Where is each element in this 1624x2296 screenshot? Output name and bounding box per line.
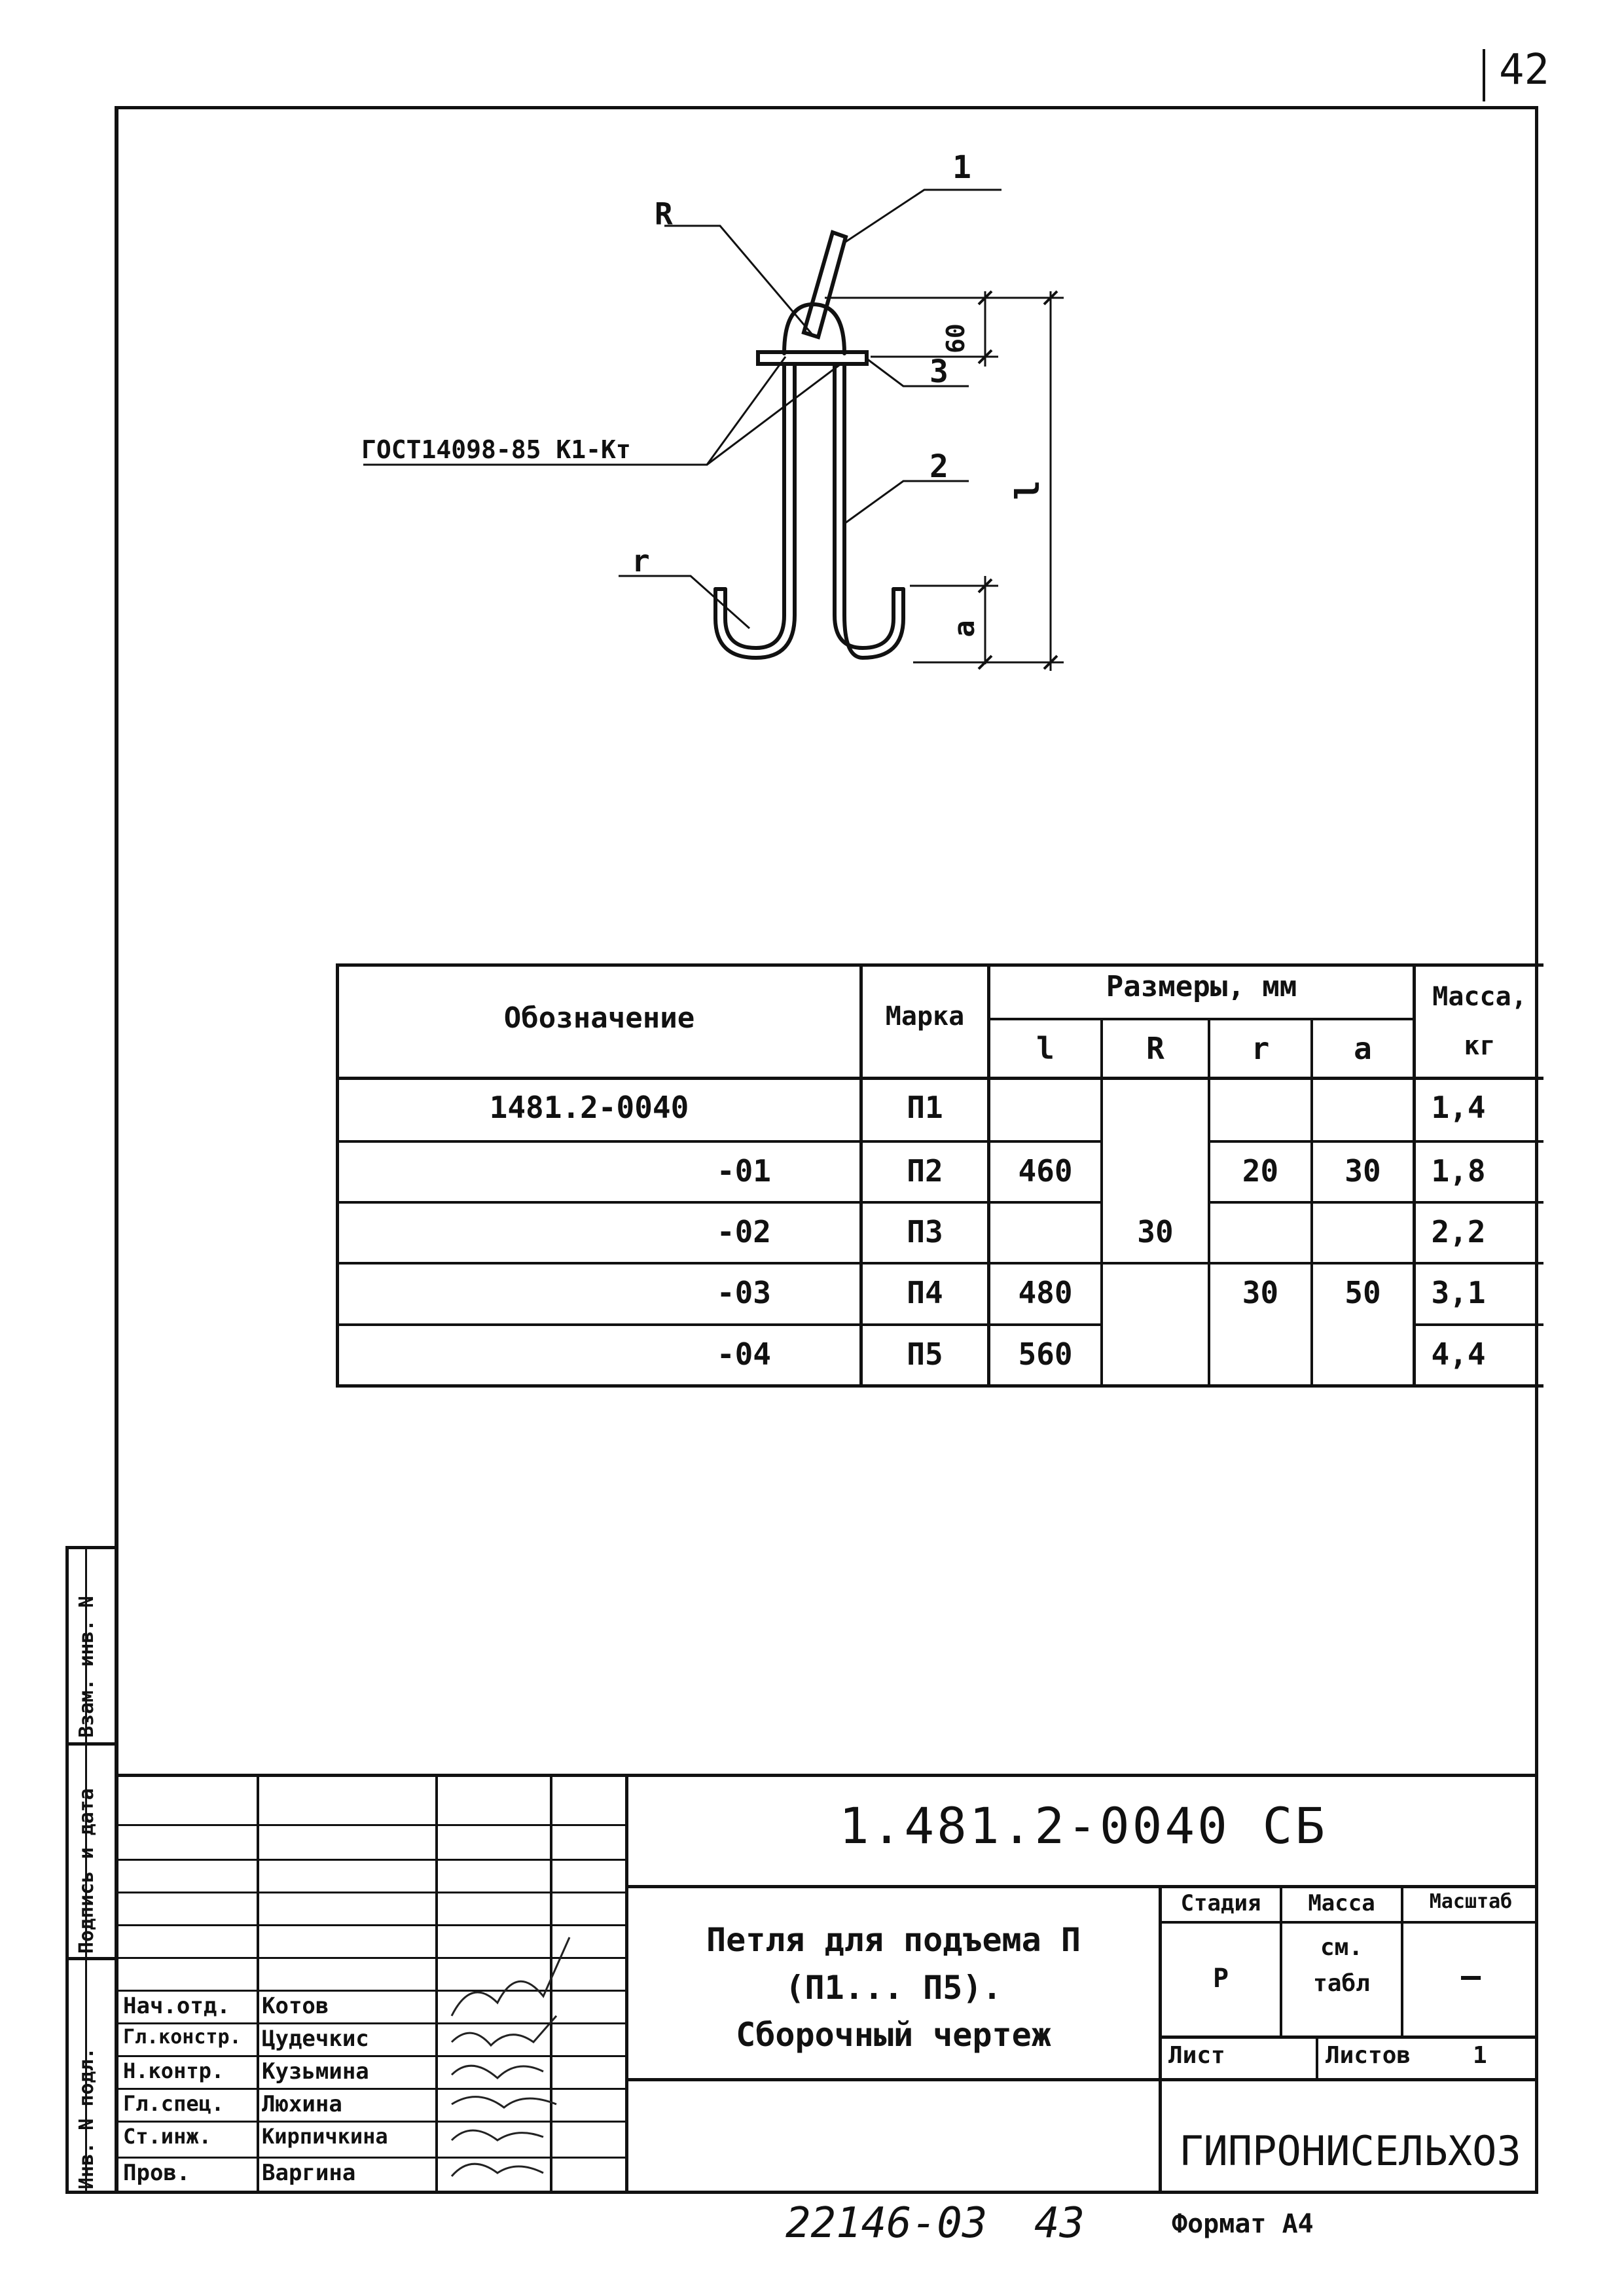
stadia-label: Стадия bbox=[1180, 1890, 1261, 1916]
sig-role-1: Нач.отд. bbox=[123, 1993, 230, 2019]
stamp-inv-podl: Инв. N подл. bbox=[75, 2047, 98, 2189]
format-label: Формат А4 bbox=[1172, 2209, 1314, 2239]
header-designation: Обозначение bbox=[503, 1001, 695, 1035]
dim-60: 60 bbox=[941, 323, 970, 353]
stamp-podpis-data: Подпись и дата bbox=[75, 1788, 98, 1954]
header-mass-unit: кг bbox=[1464, 1031, 1496, 1061]
row-4-mark: П4 bbox=[907, 1275, 943, 1310]
cell-l-480: 480 bbox=[1018, 1275, 1073, 1310]
row-3-mark: П3 bbox=[907, 1214, 943, 1249]
row-1-mark: П1 bbox=[907, 1090, 943, 1125]
cell-l-560: 560 bbox=[1018, 1336, 1073, 1372]
row-2-mark: П2 bbox=[907, 1153, 943, 1189]
header-dimensions: Размеры, мм bbox=[1106, 970, 1297, 1003]
row-2-mass: 1,8 bbox=[1431, 1153, 1486, 1189]
cell-a-30: 30 bbox=[1344, 1153, 1381, 1189]
label-r: r bbox=[632, 543, 650, 579]
row-3-mass: 2,2 bbox=[1431, 1214, 1486, 1249]
sig-role-5: Ст.инж. bbox=[123, 2124, 211, 2149]
header-a: a bbox=[1354, 1031, 1372, 1066]
organization: ГИПРОНИСЕЛЬХОЗ bbox=[1179, 2127, 1521, 2175]
sig-name-3: Кузьмина bbox=[262, 2058, 369, 2085]
row-5-mark: П5 bbox=[907, 1336, 943, 1372]
callout-2: 2 bbox=[929, 448, 948, 485]
sig-name-1: Котов bbox=[262, 1993, 329, 2019]
page-number: 42 bbox=[1499, 46, 1550, 94]
cell-a-50: 50 bbox=[1344, 1275, 1381, 1310]
handwritten-number: 22146-03 bbox=[785, 2199, 988, 2248]
row-1-mass: 1,4 bbox=[1431, 1090, 1486, 1125]
cell-R-30: 30 bbox=[1137, 1214, 1174, 1249]
dim-a: a bbox=[947, 620, 981, 637]
doc-code: 1.481.2-0040 СБ bbox=[839, 1797, 1328, 1855]
sig-name-5: Кирпичкина bbox=[262, 2124, 388, 2149]
masshtab-value: — bbox=[1460, 1957, 1481, 1995]
row-1-designation: 1481.2-0040 bbox=[489, 1090, 689, 1125]
title-line-3: Сборочный чертеж bbox=[736, 2016, 1051, 2054]
sig-name-2: Цудечкис bbox=[262, 2026, 369, 2052]
sig-name-6: Варгина bbox=[262, 2160, 356, 2186]
header-r: r bbox=[1251, 1031, 1270, 1066]
massa-value-2: табл bbox=[1313, 1970, 1370, 1997]
callout-1: 1 bbox=[952, 149, 971, 186]
sig-role-6: Пров. bbox=[123, 2160, 190, 2186]
sig-role-3: Н.контр. bbox=[123, 2058, 225, 2083]
massa-value-1: см. bbox=[1320, 1934, 1363, 1961]
row-4-designation: -03 bbox=[716, 1275, 771, 1310]
title-line-1: Петля для подъема П bbox=[706, 1921, 1081, 1959]
stadia-value: Р bbox=[1212, 1964, 1229, 1994]
label-R: R bbox=[655, 196, 673, 232]
cell-r-20: 20 bbox=[1242, 1153, 1279, 1189]
handwritten-page: 43 bbox=[1034, 2199, 1085, 2248]
sig-role-4: Гл.спец. bbox=[123, 2091, 225, 2116]
weld-note: ГОСТ14098-85 К1-Кт bbox=[361, 435, 631, 464]
header-mass: Масса, bbox=[1432, 982, 1527, 1012]
sig-role-2: Гл.констр. bbox=[123, 2026, 242, 2049]
list-label: Лист bbox=[1168, 2042, 1225, 2069]
dim-l: l bbox=[1009, 480, 1047, 501]
row-2-designation: -01 bbox=[716, 1153, 771, 1189]
row-3-designation: -02 bbox=[716, 1214, 771, 1249]
cell-l-460: 460 bbox=[1018, 1153, 1073, 1189]
masshtab-label: Масштаб bbox=[1429, 1890, 1513, 1913]
cell-r-30: 30 bbox=[1242, 1275, 1279, 1310]
listov-label: Листов bbox=[1326, 2042, 1411, 2069]
massa-label: Масса bbox=[1308, 1890, 1375, 1916]
row-5-designation: -04 bbox=[716, 1336, 771, 1372]
header-mark: Марка bbox=[885, 1001, 965, 1031]
row-5-mass: 4,4 bbox=[1431, 1336, 1486, 1372]
title-line-2: (П1... П5). bbox=[785, 1969, 1002, 2007]
header-R: R bbox=[1146, 1031, 1164, 1066]
stamp-vzam-inv: Взам. инв. N bbox=[75, 1596, 98, 1738]
header-l: l bbox=[1036, 1031, 1055, 1066]
callout-3: 3 bbox=[929, 353, 948, 390]
row-4-mass: 3,1 bbox=[1431, 1275, 1486, 1310]
sig-name-4: Люхина bbox=[262, 2091, 342, 2117]
listov-value: 1 bbox=[1473, 2042, 1487, 2069]
